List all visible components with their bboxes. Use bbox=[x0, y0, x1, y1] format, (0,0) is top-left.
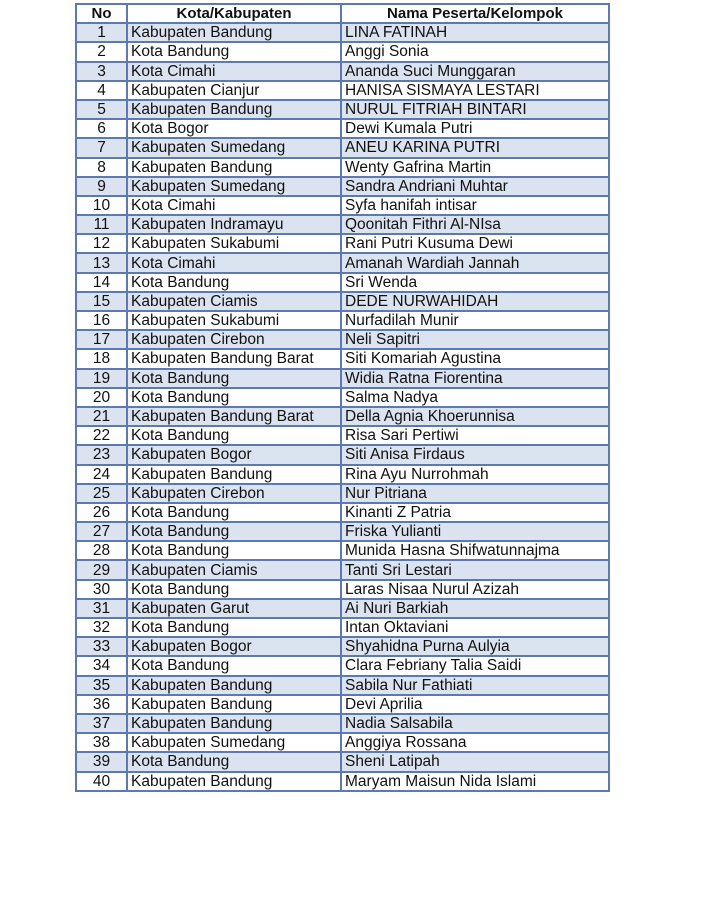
city-cell: Kabupaten Indramayu bbox=[127, 215, 341, 234]
table-row bbox=[76, 311, 609, 330]
participant-name-cell: Sandra Andriani Muhtar bbox=[341, 177, 609, 196]
table-row bbox=[76, 42, 609, 61]
city-cell: Kabupaten Cirebon bbox=[127, 330, 341, 349]
table-row bbox=[76, 215, 609, 234]
participant-name-cell: Siti Komariah Agustina bbox=[341, 349, 609, 368]
city-cell: Kabupaten Sumedang bbox=[127, 138, 341, 157]
participant-name-cell: Salma Nadya bbox=[341, 388, 609, 407]
participant-name-cell: Shyahidna Purna Aulyia bbox=[341, 637, 609, 656]
column-header-no: No bbox=[76, 4, 127, 23]
row-number-cell: 37 bbox=[76, 714, 127, 733]
row-number-cell: 1 bbox=[76, 23, 127, 42]
row-number-cell: 40 bbox=[76, 772, 127, 791]
city-cell: Kota Bandung bbox=[127, 656, 341, 675]
table-row bbox=[76, 273, 609, 292]
participants-table bbox=[75, 3, 610, 792]
row-number-cell: 33 bbox=[76, 637, 127, 656]
city-cell: Kota Cimahi bbox=[127, 196, 341, 215]
row-number-cell: 4 bbox=[76, 81, 127, 100]
row-number-cell: 39 bbox=[76, 752, 127, 771]
participant-name-cell: Amanah Wardiah Jannah bbox=[341, 253, 609, 272]
participant-name-cell: Maryam Maisun Nida Islami bbox=[341, 772, 609, 791]
table-row bbox=[76, 62, 609, 81]
column-header-city: Kota/Kabupaten bbox=[127, 4, 341, 23]
city-cell: Kabupaten Bandung bbox=[127, 714, 341, 733]
table-row bbox=[76, 772, 609, 791]
city-cell: Kabupaten Bandung bbox=[127, 772, 341, 791]
city-cell: Kota Bandung bbox=[127, 752, 341, 771]
table-row bbox=[76, 177, 609, 196]
table-header bbox=[76, 4, 609, 23]
table-row bbox=[76, 752, 609, 771]
row-number-cell: 15 bbox=[76, 292, 127, 311]
table-row bbox=[76, 656, 609, 675]
city-cell: Kota Bandung bbox=[127, 42, 341, 61]
table-row bbox=[76, 560, 609, 579]
participant-name-cell: HANISA SISMAYA LESTARI bbox=[341, 81, 609, 100]
city-cell: Kota Bandung bbox=[127, 426, 341, 445]
city-cell: Kabupaten Sumedang bbox=[127, 177, 341, 196]
row-number-cell: 31 bbox=[76, 599, 127, 618]
table-row bbox=[76, 407, 609, 426]
table-row bbox=[76, 119, 609, 138]
city-cell: Kota Cimahi bbox=[127, 62, 341, 81]
row-number-cell: 17 bbox=[76, 330, 127, 349]
row-number-cell: 22 bbox=[76, 426, 127, 445]
row-number-cell: 27 bbox=[76, 522, 127, 541]
table-row bbox=[76, 484, 609, 503]
row-number-cell: 25 bbox=[76, 484, 127, 503]
table-row bbox=[76, 695, 609, 714]
participant-name-cell: Nurfadilah Munir bbox=[341, 311, 609, 330]
row-number-cell: 13 bbox=[76, 253, 127, 272]
city-cell: Kota Bandung bbox=[127, 522, 341, 541]
participant-name-cell: Devi Aprilia bbox=[341, 695, 609, 714]
city-cell: Kabupaten Bogor bbox=[127, 445, 341, 464]
city-cell: Kabupaten Bandung bbox=[127, 676, 341, 695]
row-number-cell: 30 bbox=[76, 580, 127, 599]
participant-name-cell: Tanti Sri Lestari bbox=[341, 560, 609, 579]
city-cell: Kabupaten Ciamis bbox=[127, 292, 341, 311]
row-number-cell: 24 bbox=[76, 465, 127, 484]
row-number-cell: 16 bbox=[76, 311, 127, 330]
participant-name-cell: Clara Febriany Talia Saidi bbox=[341, 656, 609, 675]
participant-name-cell: ANEU KARINA PUTRI bbox=[341, 138, 609, 157]
table-row bbox=[76, 426, 609, 445]
city-cell: Kota Bandung bbox=[127, 580, 341, 599]
city-cell: Kabupaten Bandung bbox=[127, 100, 341, 119]
row-number-cell: 23 bbox=[76, 445, 127, 464]
row-number-cell: 36 bbox=[76, 695, 127, 714]
participant-name-cell: Intan Oktaviani bbox=[341, 618, 609, 637]
table-row bbox=[76, 465, 609, 484]
participant-name-cell: Qoonitah Fithri Al-NIsa bbox=[341, 215, 609, 234]
table-row bbox=[76, 676, 609, 695]
table-row bbox=[76, 100, 609, 119]
table-body bbox=[76, 23, 609, 791]
city-cell: Kabupaten Cianjur bbox=[127, 81, 341, 100]
header-row bbox=[76, 4, 609, 23]
table-row bbox=[76, 196, 609, 215]
participant-name-cell: Della Agnia Khoerunnisa bbox=[341, 407, 609, 426]
participant-name-cell: Nur Pitriana bbox=[341, 484, 609, 503]
city-cell: Kabupaten Sumedang bbox=[127, 733, 341, 752]
row-number-cell: 21 bbox=[76, 407, 127, 426]
row-number-cell: 7 bbox=[76, 138, 127, 157]
participant-name-cell: Ai Nuri Barkiah bbox=[341, 599, 609, 618]
city-cell: Kota Bandung bbox=[127, 541, 341, 560]
participant-name-cell: DEDE NURWAHIDAH bbox=[341, 292, 609, 311]
table-row bbox=[76, 158, 609, 177]
table-row bbox=[76, 330, 609, 349]
table-row bbox=[76, 234, 609, 253]
row-number-cell: 26 bbox=[76, 503, 127, 522]
table-row bbox=[76, 349, 609, 368]
table-row bbox=[76, 522, 609, 541]
row-number-cell: 11 bbox=[76, 215, 127, 234]
city-cell: Kabupaten Bogor bbox=[127, 637, 341, 656]
participant-name-cell: Dewi Kumala Putri bbox=[341, 119, 609, 138]
row-number-cell: 38 bbox=[76, 733, 127, 752]
table-row bbox=[76, 388, 609, 407]
city-cell: Kota Bandung bbox=[127, 618, 341, 637]
city-cell: Kabupaten Bandung Barat bbox=[127, 349, 341, 368]
row-number-cell: 19 bbox=[76, 369, 127, 388]
participant-name-cell: Syfa hanifah intisar bbox=[341, 196, 609, 215]
participant-name-cell: Friska Yulianti bbox=[341, 522, 609, 541]
participant-name-cell: LINA FATINAH bbox=[341, 23, 609, 42]
row-number-cell: 20 bbox=[76, 388, 127, 407]
row-number-cell: 29 bbox=[76, 560, 127, 579]
table-row bbox=[76, 541, 609, 560]
row-number-cell: 18 bbox=[76, 349, 127, 368]
participant-name-cell: Sheni Latipah bbox=[341, 752, 609, 771]
participant-name-cell: NURUL FITRIAH BINTARI bbox=[341, 100, 609, 119]
table-row bbox=[76, 599, 609, 618]
participant-name-cell: Ananda Suci Munggaran bbox=[341, 62, 609, 81]
row-number-cell: 3 bbox=[76, 62, 127, 81]
row-number-cell: 2 bbox=[76, 42, 127, 61]
participant-name-cell: Wenty Gafrina Martin bbox=[341, 158, 609, 177]
row-number-cell: 12 bbox=[76, 234, 127, 253]
city-cell: Kota Bandung bbox=[127, 369, 341, 388]
city-cell: Kabupaten Bandung bbox=[127, 23, 341, 42]
row-number-cell: 8 bbox=[76, 158, 127, 177]
city-cell: Kabupaten Bandung bbox=[127, 695, 341, 714]
city-cell: Kota Cimahi bbox=[127, 253, 341, 272]
table-row bbox=[76, 580, 609, 599]
participant-name-cell: Sri Wenda bbox=[341, 273, 609, 292]
table-row bbox=[76, 138, 609, 157]
city-cell: Kabupaten Cirebon bbox=[127, 484, 341, 503]
city-cell: Kabupaten Sukabumi bbox=[127, 311, 341, 330]
row-number-cell: 35 bbox=[76, 676, 127, 695]
row-number-cell: 5 bbox=[76, 100, 127, 119]
participant-name-cell: Laras Nisaa Nurul Azizah bbox=[341, 580, 609, 599]
participant-name-cell: Widia Ratna Fiorentina bbox=[341, 369, 609, 388]
row-number-cell: 32 bbox=[76, 618, 127, 637]
column-header-name: Nama Peserta/Kelompok bbox=[341, 4, 609, 23]
city-cell: Kota Bandung bbox=[127, 273, 341, 292]
city-cell: Kabupaten Bandung Barat bbox=[127, 407, 341, 426]
table-row bbox=[76, 445, 609, 464]
city-cell: Kabupaten Ciamis bbox=[127, 560, 341, 579]
participant-name-cell: Sabila Nur Fathiati bbox=[341, 676, 609, 695]
table-row bbox=[76, 292, 609, 311]
table-row bbox=[76, 23, 609, 42]
city-cell: Kota Bogor bbox=[127, 119, 341, 138]
participant-name-cell: Anggiya Rossana bbox=[341, 733, 609, 752]
table-row bbox=[76, 253, 609, 272]
participant-name-cell: Anggi Sonia bbox=[341, 42, 609, 61]
city-cell: Kabupaten Sukabumi bbox=[127, 234, 341, 253]
row-number-cell: 10 bbox=[76, 196, 127, 215]
row-number-cell: 9 bbox=[76, 177, 127, 196]
city-cell: Kabupaten Bandung bbox=[127, 465, 341, 484]
participant-name-cell: Kinanti Z Patria bbox=[341, 503, 609, 522]
participant-name-cell: Rani Putri Kusuma Dewi bbox=[341, 234, 609, 253]
table-row bbox=[76, 637, 609, 656]
participant-name-cell: Risa Sari Pertiwi bbox=[341, 426, 609, 445]
table-row bbox=[76, 81, 609, 100]
row-number-cell: 34 bbox=[76, 656, 127, 675]
row-number-cell: 6 bbox=[76, 119, 127, 138]
city-cell: Kabupaten Bandung bbox=[127, 158, 341, 177]
row-number-cell: 28 bbox=[76, 541, 127, 560]
table-row bbox=[76, 714, 609, 733]
city-cell: Kabupaten Garut bbox=[127, 599, 341, 618]
participant-name-cell: Munida Hasna Shifwatunnajma bbox=[341, 541, 609, 560]
participant-name-cell: Siti Anisa Firdaus bbox=[341, 445, 609, 464]
table-row bbox=[76, 503, 609, 522]
table-row bbox=[76, 733, 609, 752]
table-row bbox=[76, 369, 609, 388]
city-cell: Kota Bandung bbox=[127, 388, 341, 407]
row-number-cell: 14 bbox=[76, 273, 127, 292]
table-row bbox=[76, 618, 609, 637]
participant-name-cell: Rina Ayu Nurrohmah bbox=[341, 465, 609, 484]
participant-name-cell: Nadia Salsabila bbox=[341, 714, 609, 733]
participant-name-cell: Neli Sapitri bbox=[341, 330, 609, 349]
city-cell: Kota Bandung bbox=[127, 503, 341, 522]
